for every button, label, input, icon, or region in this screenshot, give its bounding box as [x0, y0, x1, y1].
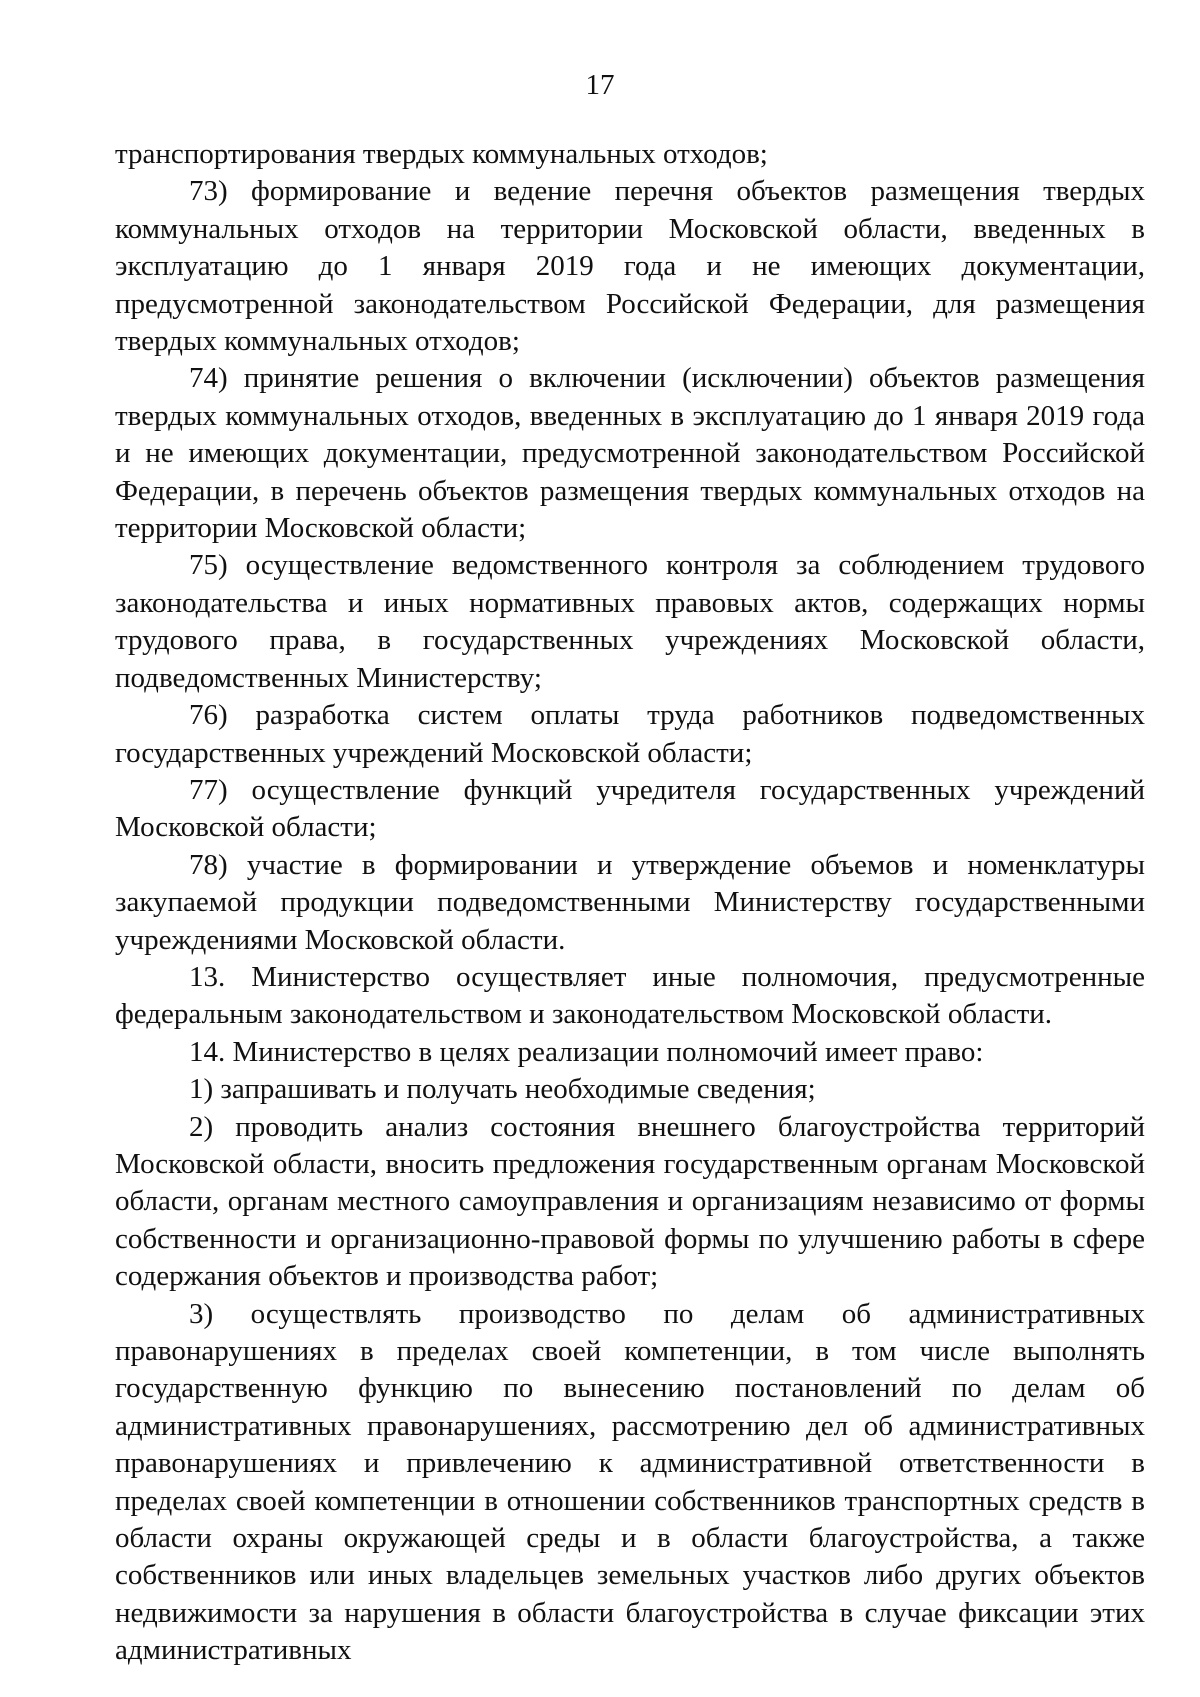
paragraph-item-73: 73) формирование и ведение перечня объектов размещения твердых коммунальных отходов на территории Московской области, введенных в эксплуатацию до 1 января 2019 года и не имеющих документации, предусмотренной законодательством Российской Федерации, для размещения твердых коммунальных отходов;	[115, 175, 1145, 358]
paragraph-right-3: 3) осуществлять производство по делам об административных правонарушениях в пределах своей компетенции, в том числе выполнять государственную функцию по вынесению постановлений по делам об административных правонарушениях, рассмотрению дел об административных правонарушениях и привлечению к административной ответственности в пределах своей компетенции в отношении собственников транспортных средств в области охраны окружающей среды и в области благоустройства, а также собственников или иных владельцев земельных участков либо других объектов недвижимости за нарушения в области благоустройства в случае фиксации этих административных	[115, 1297, 1145, 1667]
paragraph-item-76: 76) разработка систем оплаты труда работников подведомственных государственных учреждений Московской области;	[115, 699, 1145, 769]
page-number: 17	[585, 69, 615, 101]
paragraph-right-2: 2) проводить анализ состояния внешнего благоустройства территорий Московской области, вносить предложения государственным органам Московской области, органам местного самоуправления и организациям независимо от формы собственности и организационно-правовой формы по улучшению работы в сфере содержания объектов и производства работ;	[115, 1110, 1145, 1293]
paragraph-right-1: 1) запрашивать и получать необходимые сведения;	[189, 1073, 816, 1106]
paragraph-section-14: 14. Министерство в целях реализации полномочий имеет право:	[189, 1035, 984, 1068]
paragraph-item-78: 78) участие в формировании и утверждение объемов и номенклатуры закупаемой продукции подведомственными Министерству государственными учреждениями Московской области.	[115, 848, 1145, 956]
paragraph-item-77: 77) осуществление функций учредителя государственных учреждений Московской области;	[115, 773, 1145, 844]
document-body	[115, 136, 1145, 1670]
paragraph-item-74: 74) принятие решения о включении (исключении) объектов размещения твердых коммунальных отходов, введенных в эксплуатацию до 1 января 2019 года и не имеющих документации, предусмотренной законодательством Российской Федерации, в перечень объектов размещения твердых коммунальных отходов на территории Московской области;	[115, 362, 1145, 545]
paragraph-section-13: 13. Министерство осуществляет иные полномочия, предусмотренные федеральным законодательством и законодательством Московской области.	[115, 960, 1145, 1031]
paragraph-continuation: транспортирования твердых коммунальных отходов;	[115, 138, 768, 170]
paragraph-item-75: 75) осуществление ведомственного контроля за соблюдением трудового законодательства и иных нормативных правовых актов, содержащих нормы трудового права, в государственных учреждениях Московской области, подведомственных Министерству;	[115, 549, 1145, 694]
